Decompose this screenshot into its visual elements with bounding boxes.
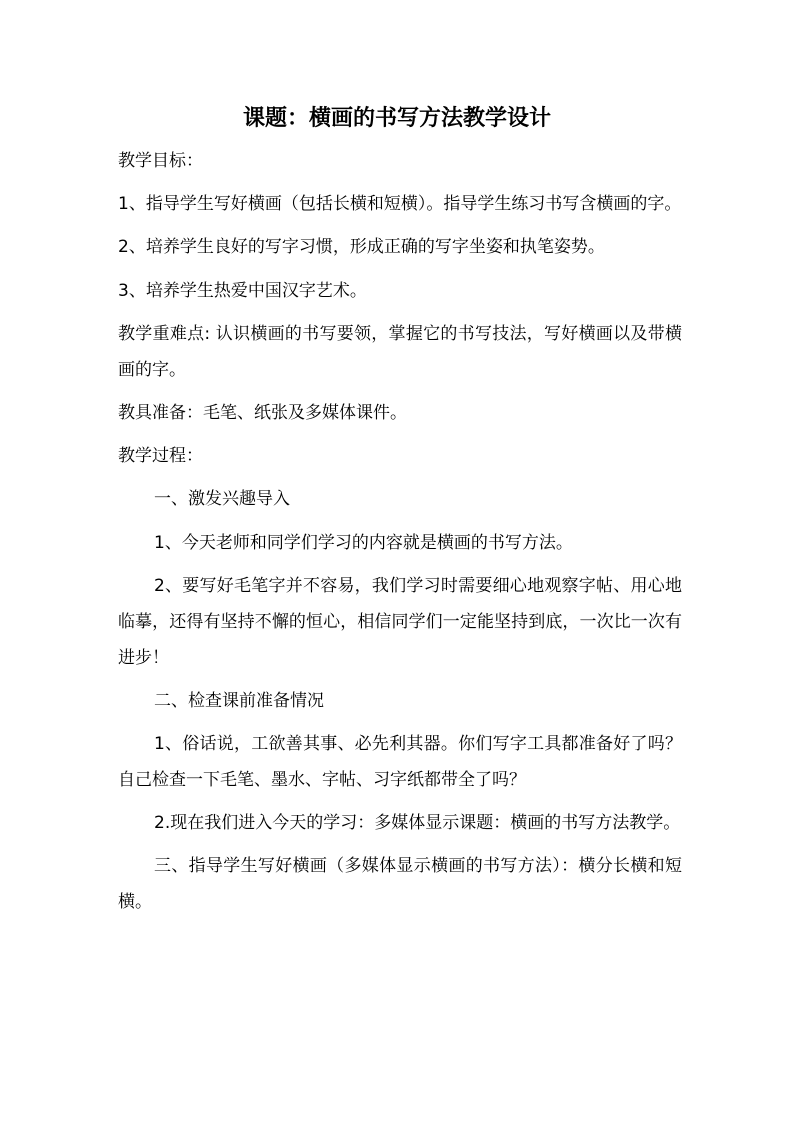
materials-paragraph: 教具准备：毛笔、纸张及多媒体课件。: [118, 402, 407, 423]
process-step-item: 2、要写好毛笔字并不容易，我们学习时需要细心地观察字帖、用心地临摹，还得有坚持不懈的恒心，相信同学们一定能坚持到底，一次比一次有进步！: [118, 575, 682, 668]
document-title: 课题：横画的书写方法教学设计: [242, 106, 551, 131]
section-heading-process: 教学过程：: [118, 446, 203, 467]
process-step-item: 2.现在我们进入今天的学习：多媒体显示课题：横画的书写方法教学。: [154, 813, 681, 834]
objective-item: 3、培养学生热爱中国汉字艺术。: [118, 280, 367, 301]
process-step-heading: 二、检查课前准备情况: [154, 690, 324, 711]
process-step-heading: 三、指导学生写好横画（多媒体显示横画的书写方法）：横分长横和短横。: [118, 856, 682, 913]
objective-item: 1、指导学生写好横画（包括长横和短横）。指导学生练习书写含横画的字。: [118, 194, 682, 215]
key-points-paragraph: 教学重难点: 认识横画的书写要领，掌握它的书写技法，写好横画以及带横画的字。: [118, 323, 682, 380]
process-step-heading: 一、激发兴趣导入: [154, 489, 290, 510]
document-body: [118, 143, 682, 928]
process-step-item: 1、今天老师和同学们学习的内容就是横画的书写方法。: [154, 532, 573, 553]
section-heading-objectives: 教学目标：: [118, 151, 203, 171]
process-step-item: 1、俗话说，工欲善其事、必先利其器。你们写字工具都准备好了吗？自己检查一下毛笔、墨水、字帖、习字纸都带全了吗？: [118, 734, 682, 791]
objective-item: 2、培养学生良好的写字习惯，形成正确的写字坐姿和执笔姿势。: [118, 237, 605, 258]
